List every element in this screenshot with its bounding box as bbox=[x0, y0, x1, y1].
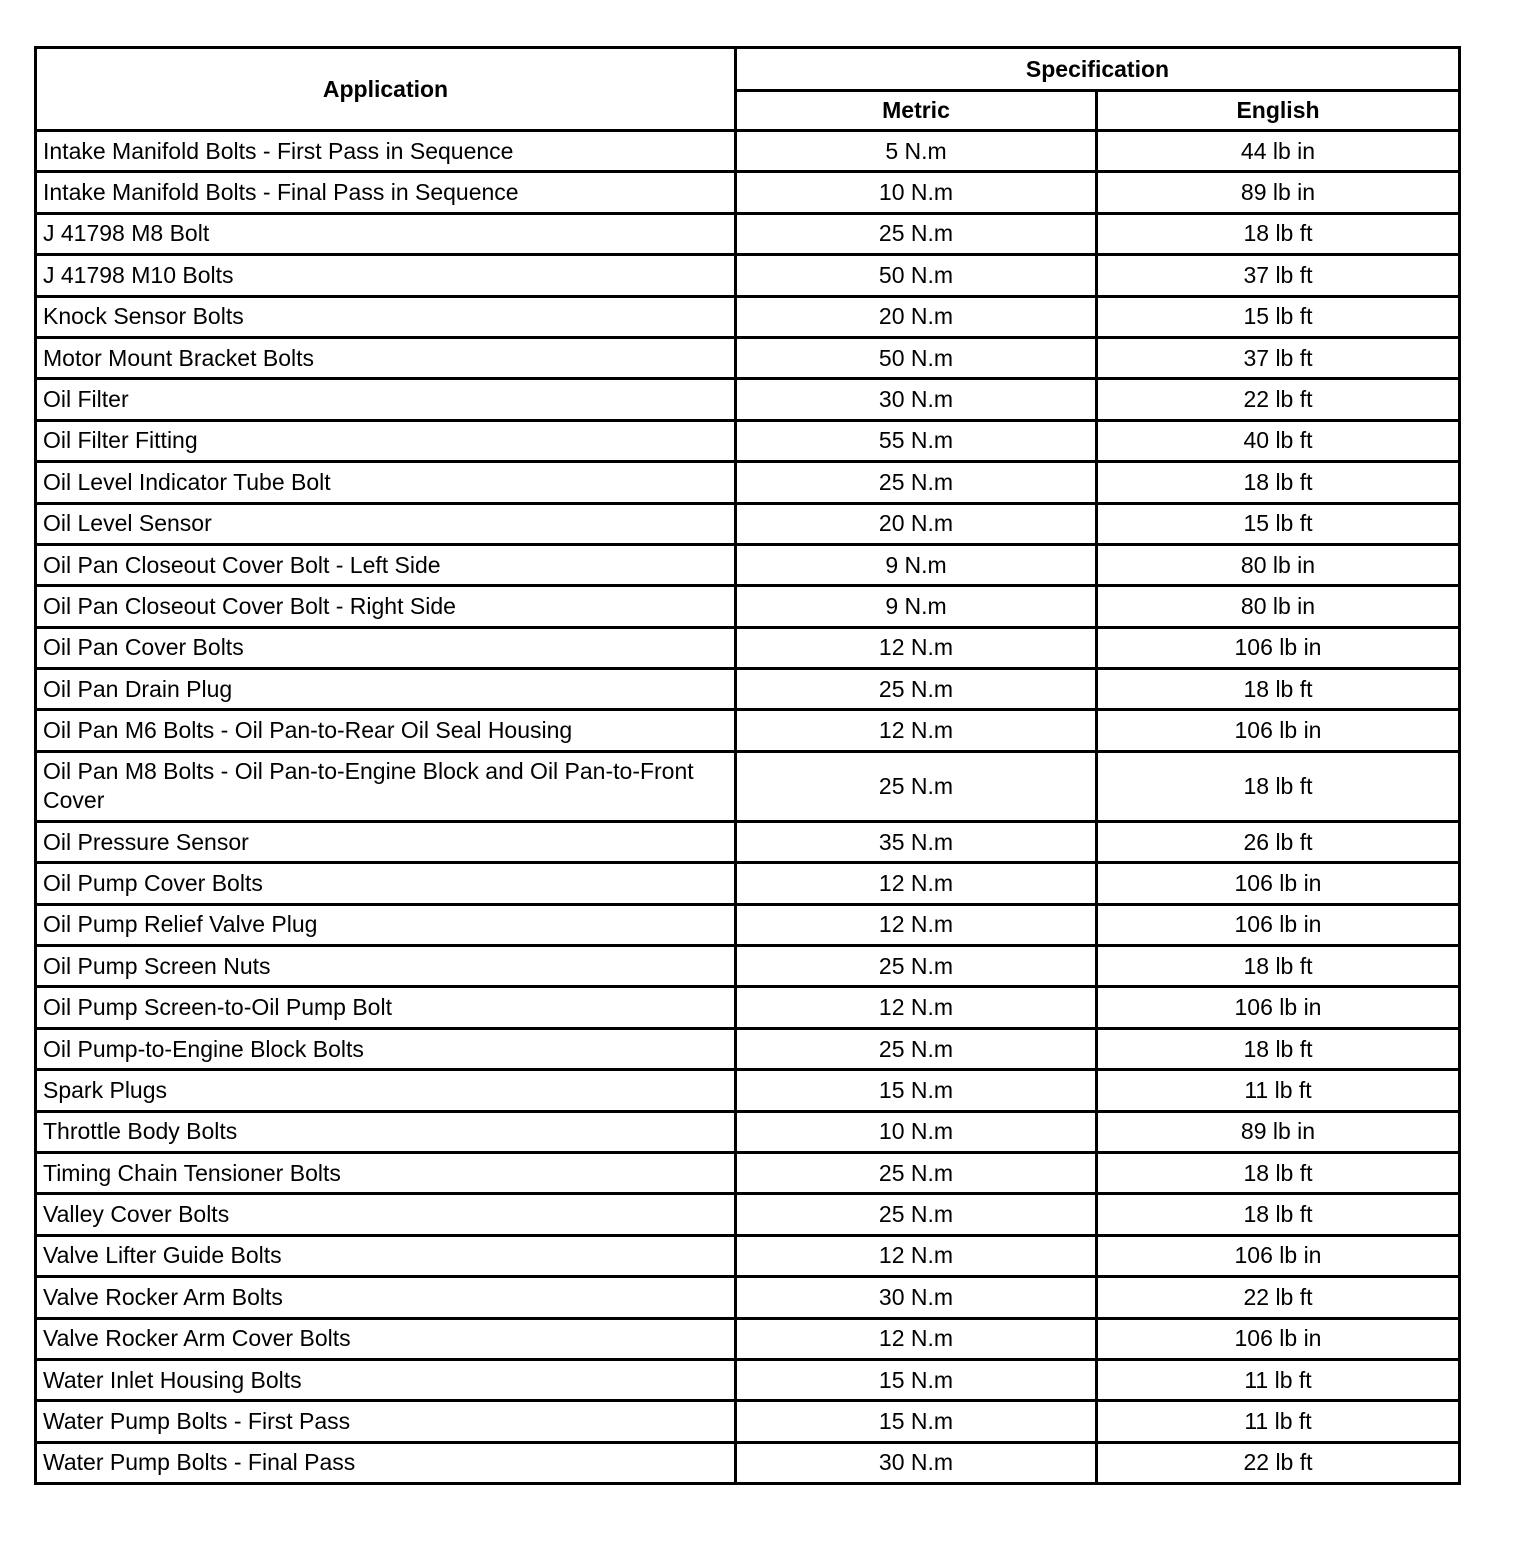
cell-english: 40 lb ft bbox=[1097, 420, 1460, 461]
cell-english: 22 lb ft bbox=[1097, 1442, 1460, 1483]
header-application: Application bbox=[36, 48, 736, 131]
cell-english: 15 lb ft bbox=[1097, 503, 1460, 544]
cell-english: 18 lb ft bbox=[1097, 751, 1460, 821]
cell-metric: 35 N.m bbox=[736, 821, 1097, 862]
cell-metric: 30 N.m bbox=[736, 379, 1097, 420]
cell-application: J 41798 M8 Bolt bbox=[36, 213, 736, 254]
table-row bbox=[36, 1070, 1460, 1111]
cell-metric: 15 N.m bbox=[736, 1401, 1097, 1442]
cell-application: Valve Lifter Guide Bolts bbox=[36, 1235, 736, 1276]
table-row bbox=[36, 462, 1460, 503]
cell-metric: 50 N.m bbox=[736, 337, 1097, 378]
cell-english: 106 lb in bbox=[1097, 904, 1460, 945]
table-row bbox=[36, 904, 1460, 945]
cell-metric: 15 N.m bbox=[736, 1359, 1097, 1400]
cell-application: Oil Level Indicator Tube Bolt bbox=[36, 462, 736, 503]
table-row bbox=[36, 821, 1460, 862]
cell-application: Oil Pressure Sensor bbox=[36, 821, 736, 862]
cell-metric: 12 N.m bbox=[736, 1318, 1097, 1359]
table-row bbox=[36, 1194, 1460, 1235]
table-row bbox=[36, 1111, 1460, 1152]
cell-metric: 12 N.m bbox=[736, 987, 1097, 1028]
table-row bbox=[36, 544, 1460, 585]
cell-application: Oil Pan M8 Bolts - Oil Pan-to-Engine Block and Oil Pan-to-Front Cover bbox=[36, 751, 736, 821]
cell-english: 106 lb in bbox=[1097, 1318, 1460, 1359]
cell-application: Oil Filter Fitting bbox=[36, 420, 736, 461]
table-row bbox=[36, 987, 1460, 1028]
cell-english: 18 lb ft bbox=[1097, 669, 1460, 710]
cell-metric: 20 N.m bbox=[736, 503, 1097, 544]
header-metric: Metric bbox=[736, 91, 1097, 131]
cell-application: Oil Pan Cover Bolts bbox=[36, 627, 736, 668]
cell-english: 18 lb ft bbox=[1097, 213, 1460, 254]
cell-english: 37 lb ft bbox=[1097, 255, 1460, 296]
cell-application: Oil Pan M6 Bolts - Oil Pan-to-Rear Oil Seal Housing bbox=[36, 710, 736, 751]
cell-english: 22 lb ft bbox=[1097, 379, 1460, 420]
table-row bbox=[36, 863, 1460, 904]
cell-english: 106 lb in bbox=[1097, 987, 1460, 1028]
cell-metric: 12 N.m bbox=[736, 904, 1097, 945]
cell-english: 80 lb in bbox=[1097, 544, 1460, 585]
cell-english: 11 lb ft bbox=[1097, 1359, 1460, 1400]
table-row bbox=[36, 172, 1460, 213]
cell-application: Oil Pump Cover Bolts bbox=[36, 863, 736, 904]
table-row bbox=[36, 379, 1460, 420]
table-row bbox=[36, 420, 1460, 461]
cell-english: 18 lb ft bbox=[1097, 946, 1460, 987]
cell-metric: 10 N.m bbox=[736, 1111, 1097, 1152]
cell-metric: 12 N.m bbox=[736, 1235, 1097, 1276]
table-row bbox=[36, 1028, 1460, 1069]
torque-spec-table bbox=[34, 46, 1461, 1485]
cell-english: 11 lb ft bbox=[1097, 1070, 1460, 1111]
cell-english: 89 lb in bbox=[1097, 1111, 1460, 1152]
table-row bbox=[36, 946, 1460, 987]
table-body bbox=[36, 131, 1460, 1484]
table-row bbox=[36, 1277, 1460, 1318]
cell-application: Spark Plugs bbox=[36, 1070, 736, 1111]
cell-english: 18 lb ft bbox=[1097, 462, 1460, 503]
table-row bbox=[36, 710, 1460, 751]
cell-application: Intake Manifold Bolts - First Pass in Sequence bbox=[36, 131, 736, 172]
cell-metric: 25 N.m bbox=[736, 213, 1097, 254]
cell-application: Oil Pump Screen Nuts bbox=[36, 946, 736, 987]
cell-metric: 30 N.m bbox=[736, 1442, 1097, 1483]
cell-application: Oil Pump Screen-to-Oil Pump Bolt bbox=[36, 987, 736, 1028]
cell-english: 106 lb in bbox=[1097, 627, 1460, 668]
cell-english: 37 lb ft bbox=[1097, 337, 1460, 378]
cell-english: 89 lb in bbox=[1097, 172, 1460, 213]
header-english: English bbox=[1097, 91, 1460, 131]
cell-metric: 25 N.m bbox=[736, 946, 1097, 987]
cell-application: Oil Pan Closeout Cover Bolt - Left Side bbox=[36, 544, 736, 585]
cell-metric: 9 N.m bbox=[736, 544, 1097, 585]
table-row bbox=[36, 337, 1460, 378]
cell-metric: 5 N.m bbox=[736, 131, 1097, 172]
cell-metric: 10 N.m bbox=[736, 172, 1097, 213]
table-row bbox=[36, 503, 1460, 544]
cell-metric: 30 N.m bbox=[736, 1277, 1097, 1318]
table-row bbox=[36, 1152, 1460, 1193]
cell-application: Timing Chain Tensioner Bolts bbox=[36, 1152, 736, 1193]
table-row bbox=[36, 1442, 1460, 1483]
cell-english: 106 lb in bbox=[1097, 710, 1460, 751]
cell-english: 18 lb ft bbox=[1097, 1194, 1460, 1235]
cell-application: Oil Pump-to-Engine Block Bolts bbox=[36, 1028, 736, 1069]
cell-application: Oil Level Sensor bbox=[36, 503, 736, 544]
cell-application: Oil Pump Relief Valve Plug bbox=[36, 904, 736, 945]
cell-english: 22 lb ft bbox=[1097, 1277, 1460, 1318]
table-header bbox=[36, 48, 1460, 131]
cell-english: 26 lb ft bbox=[1097, 821, 1460, 862]
table-row bbox=[36, 1401, 1460, 1442]
cell-english: 80 lb in bbox=[1097, 586, 1460, 627]
table-row bbox=[36, 751, 1460, 821]
cell-application: Oil Pan Drain Plug bbox=[36, 669, 736, 710]
table-row bbox=[36, 1235, 1460, 1276]
table-row bbox=[36, 669, 1460, 710]
cell-application: Valley Cover Bolts bbox=[36, 1194, 736, 1235]
cell-metric: 15 N.m bbox=[736, 1070, 1097, 1111]
cell-metric: 12 N.m bbox=[736, 627, 1097, 668]
cell-metric: 25 N.m bbox=[736, 1028, 1097, 1069]
table-row bbox=[36, 131, 1460, 172]
cell-application: Oil Filter bbox=[36, 379, 736, 420]
table-row bbox=[36, 1359, 1460, 1400]
cell-english: 44 lb in bbox=[1097, 131, 1460, 172]
cell-metric: 25 N.m bbox=[736, 751, 1097, 821]
header-row-top bbox=[36, 48, 1460, 91]
cell-metric: 20 N.m bbox=[736, 296, 1097, 337]
cell-application: Intake Manifold Bolts - Final Pass in Sequence bbox=[36, 172, 736, 213]
cell-english: 18 lb ft bbox=[1097, 1028, 1460, 1069]
cell-metric: 55 N.m bbox=[736, 420, 1097, 461]
cell-english: 106 lb in bbox=[1097, 1235, 1460, 1276]
cell-application: Motor Mount Bracket Bolts bbox=[36, 337, 736, 378]
cell-english: 11 lb ft bbox=[1097, 1401, 1460, 1442]
cell-application: Valve Rocker Arm Cover Bolts bbox=[36, 1318, 736, 1359]
cell-english: 15 lb ft bbox=[1097, 296, 1460, 337]
cell-metric: 50 N.m bbox=[736, 255, 1097, 296]
cell-application: Water Pump Bolts - First Pass bbox=[36, 1401, 736, 1442]
cell-metric: 9 N.m bbox=[736, 586, 1097, 627]
header-specification: Specification bbox=[736, 48, 1460, 91]
cell-application: Throttle Body Bolts bbox=[36, 1111, 736, 1152]
cell-metric: 25 N.m bbox=[736, 1194, 1097, 1235]
cell-metric: 25 N.m bbox=[736, 1152, 1097, 1193]
cell-metric: 12 N.m bbox=[736, 863, 1097, 904]
cell-application: Knock Sensor Bolts bbox=[36, 296, 736, 337]
table-row bbox=[36, 586, 1460, 627]
table-row bbox=[36, 255, 1460, 296]
cell-metric: 25 N.m bbox=[736, 669, 1097, 710]
table-row bbox=[36, 296, 1460, 337]
cell-english: 106 lb in bbox=[1097, 863, 1460, 904]
cell-application: Water Inlet Housing Bolts bbox=[36, 1359, 736, 1400]
table-row bbox=[36, 1318, 1460, 1359]
cell-application: J 41798 M10 Bolts bbox=[36, 255, 736, 296]
cell-application: Oil Pan Closeout Cover Bolt - Right Side bbox=[36, 586, 736, 627]
table-row bbox=[36, 627, 1460, 668]
cell-application: Valve Rocker Arm Bolts bbox=[36, 1277, 736, 1318]
cell-english: 18 lb ft bbox=[1097, 1152, 1460, 1193]
cell-metric: 12 N.m bbox=[736, 710, 1097, 751]
cell-metric: 25 N.m bbox=[736, 462, 1097, 503]
cell-application: Water Pump Bolts - Final Pass bbox=[36, 1442, 736, 1483]
table-row bbox=[36, 213, 1460, 254]
